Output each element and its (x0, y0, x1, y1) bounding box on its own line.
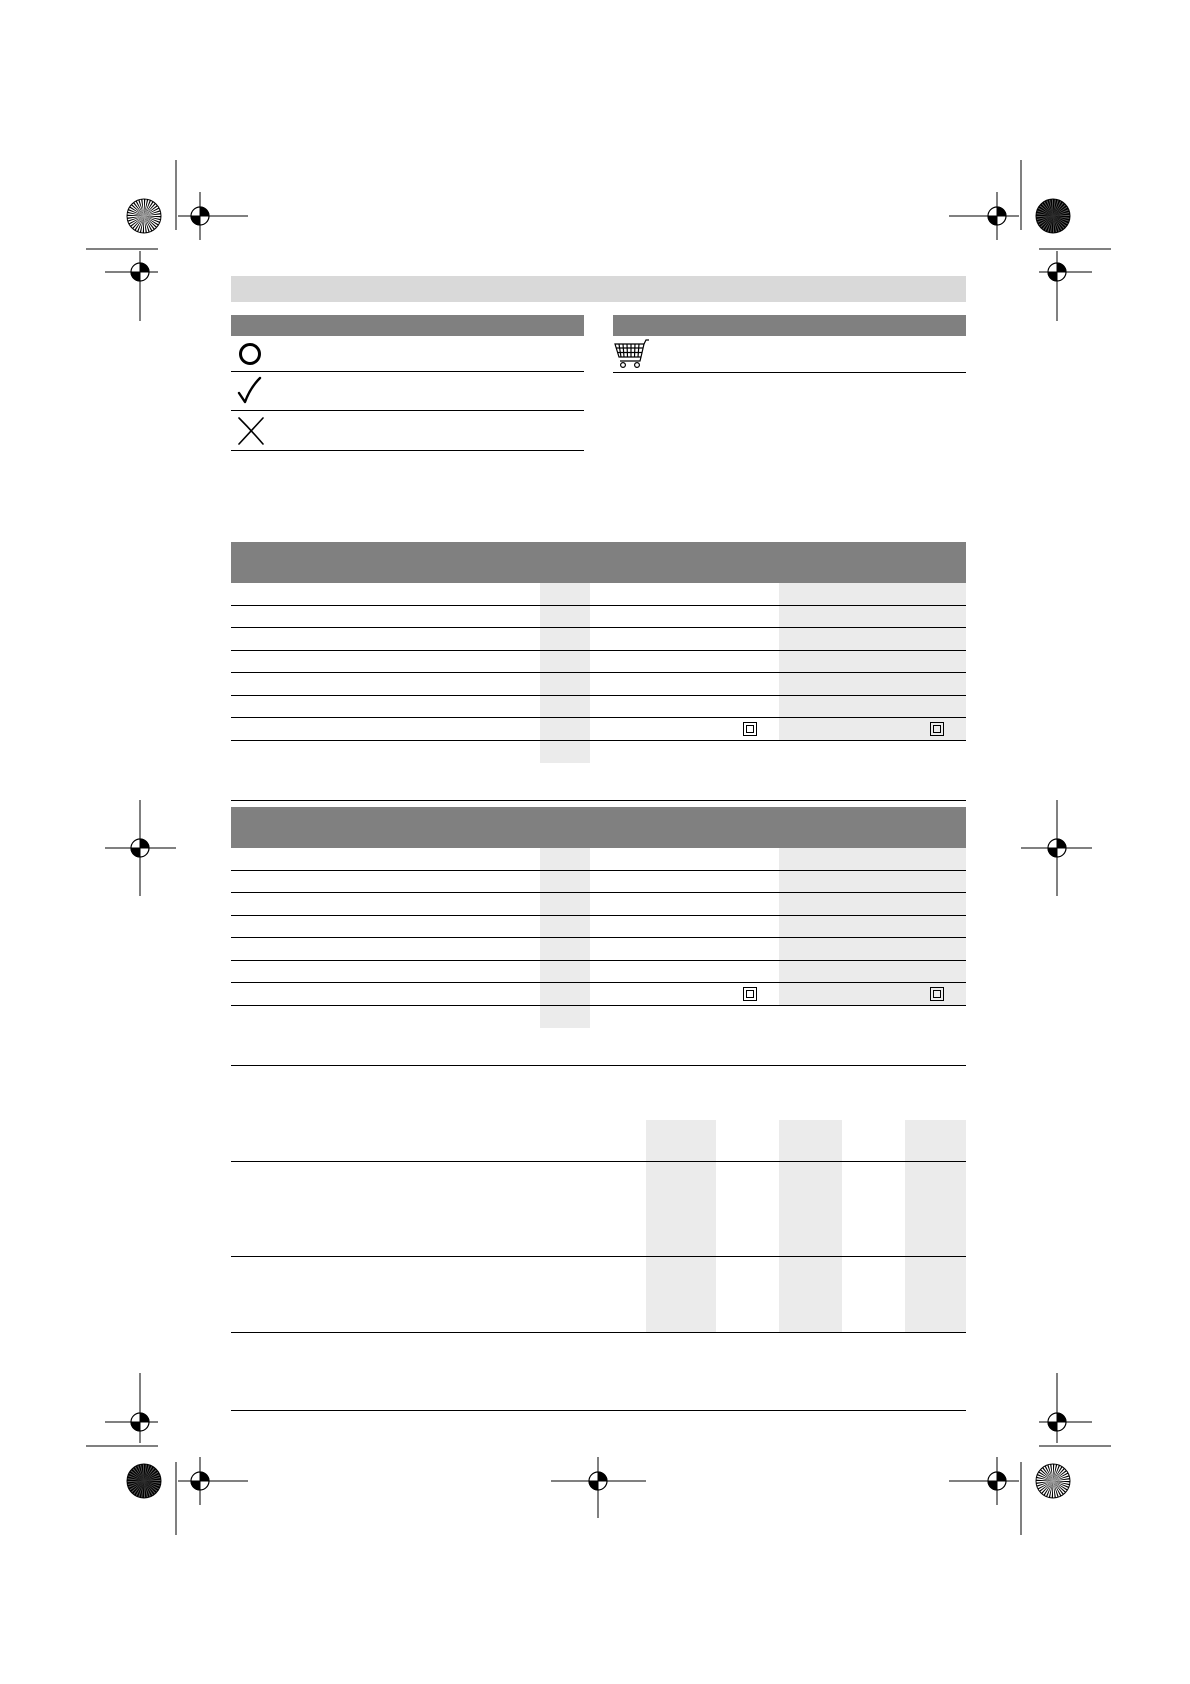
double-insulation-icon (743, 987, 757, 1001)
divider-rule (231, 800, 966, 801)
table-body (231, 1120, 966, 1333)
table-cell (646, 1257, 716, 1332)
table-body (231, 583, 966, 763)
table-cell (590, 718, 779, 740)
table-cell (540, 893, 590, 915)
registration-mark-icon (949, 192, 1019, 240)
table-row (231, 1006, 966, 1029)
registration-mark-icon (1021, 800, 1092, 896)
table-cell (540, 983, 590, 1005)
legend-row-cart (613, 336, 966, 373)
table-cell (590, 916, 779, 938)
table-cell (905, 1257, 966, 1332)
table-cell (231, 606, 540, 628)
table-cell (231, 961, 540, 983)
table-cell (716, 1120, 779, 1161)
table-cell (716, 1162, 779, 1256)
table-cell (646, 1162, 716, 1256)
divider-rule (231, 1065, 966, 1066)
table-cell (779, 983, 966, 1005)
table-row (231, 1257, 966, 1333)
legend-left (231, 315, 584, 451)
table-cell (779, 606, 966, 628)
registration-mark-icon (551, 1457, 646, 1518)
table-cell (779, 741, 966, 764)
table-cell (540, 718, 590, 740)
legend-row-circle (231, 336, 584, 372)
table-cell (540, 848, 590, 870)
registration-mark-icon (178, 192, 248, 240)
table-cell (590, 961, 779, 983)
registration-mark-icon (105, 800, 176, 896)
table-row (231, 741, 966, 764)
table-cell (590, 871, 779, 893)
table-cell (590, 848, 779, 870)
table-cell (905, 1120, 966, 1161)
table-row (231, 628, 966, 651)
table-cell (540, 606, 590, 628)
table-cell (231, 983, 540, 1005)
table-row (231, 651, 966, 674)
table-cell (540, 916, 590, 938)
shopping-cart-icon (613, 338, 651, 370)
double-insulation-icon (930, 722, 944, 736)
table-cell (540, 696, 590, 718)
technical-data-table-2 (231, 807, 966, 1028)
table-cell (590, 628, 779, 650)
table-row (231, 938, 966, 961)
table-row (231, 983, 966, 1006)
table-cell (590, 583, 779, 605)
table-cell (842, 1162, 905, 1256)
table-row (231, 696, 966, 719)
legend-row-cross (231, 411, 584, 451)
table-cell (779, 1120, 842, 1161)
table-cell (231, 938, 540, 960)
table-cell (231, 893, 540, 915)
double-insulation-icon (743, 722, 757, 736)
table-cell (779, 696, 966, 718)
double-insulation-icon (930, 987, 944, 1001)
table-row (231, 848, 966, 871)
table-cell (779, 1006, 966, 1029)
table-cell (590, 696, 779, 718)
table-cell (540, 741, 590, 764)
table-cell (231, 718, 540, 740)
table-header (231, 542, 966, 583)
table-row (231, 583, 966, 606)
table-cell (540, 1006, 590, 1029)
registration-mark-icon (1039, 1373, 1092, 1443)
legend-right-header (613, 315, 966, 336)
table-cell (590, 1006, 779, 1029)
table-cell (231, 871, 540, 893)
legend-right (613, 315, 966, 373)
table-cell (231, 1120, 646, 1161)
table-row (231, 916, 966, 939)
table-cell (779, 961, 966, 983)
table-cell (231, 673, 540, 695)
circle-icon (237, 341, 263, 367)
technical-data-table-3 (231, 1120, 966, 1333)
table-cell (231, 696, 540, 718)
table-cell (231, 651, 540, 673)
table-cell (231, 741, 540, 764)
table-body (231, 848, 966, 1028)
table-cell (779, 718, 966, 740)
table-cell (779, 651, 966, 673)
registration-mark-icon (178, 1457, 248, 1505)
table-cell (540, 583, 590, 605)
registration-mark-icon (105, 1373, 158, 1443)
table-row (231, 1120, 966, 1162)
table-cell (231, 583, 540, 605)
table-row (231, 673, 966, 696)
table-cell (231, 916, 540, 938)
table-row (231, 961, 966, 984)
color-wheel-icon (127, 199, 161, 233)
table-cell (590, 651, 779, 673)
cross-icon (237, 416, 265, 446)
table-cell (779, 871, 966, 893)
check-icon (237, 376, 263, 406)
table-cell (590, 938, 779, 960)
table-cell (540, 961, 590, 983)
table-cell (842, 1120, 905, 1161)
table-cell (779, 916, 966, 938)
registration-mark-icon (949, 1457, 1019, 1505)
color-wheel-icon (1036, 199, 1070, 233)
registration-mark-icon (1039, 251, 1092, 321)
table-cell (540, 673, 590, 695)
table-cell (590, 893, 779, 915)
divider-rule (231, 1410, 966, 1411)
table-row (231, 1162, 966, 1257)
technical-data-table-1 (231, 542, 966, 763)
table-cell (779, 1257, 842, 1332)
table-cell (231, 848, 540, 870)
table-cell (646, 1120, 716, 1161)
color-wheel-icon (1036, 1464, 1070, 1498)
legend-left-header (231, 315, 584, 336)
table-cell (905, 1162, 966, 1256)
table-cell (590, 673, 779, 695)
table-cell (779, 938, 966, 960)
table-row (231, 871, 966, 894)
table-cell (540, 628, 590, 650)
table-row (231, 606, 966, 629)
table-cell (540, 938, 590, 960)
table-cell (779, 673, 966, 695)
legend-row-check (231, 372, 584, 411)
table-cell (779, 1162, 842, 1256)
table-cell (779, 628, 966, 650)
table-cell (716, 1257, 779, 1332)
table-cell (779, 583, 966, 605)
table-cell (231, 628, 540, 650)
table-cell (590, 606, 779, 628)
table-cell (590, 983, 779, 1005)
page-header-bar (231, 276, 966, 302)
table-cell (231, 1162, 646, 1256)
table-cell (590, 741, 779, 764)
table-cell (540, 871, 590, 893)
table-cell (779, 848, 966, 870)
table-cell (231, 1257, 646, 1332)
table-row (231, 718, 966, 741)
table-cell (231, 1006, 540, 1029)
table-cell (779, 893, 966, 915)
color-wheel-icon (127, 1464, 161, 1498)
table-cell (540, 651, 590, 673)
registration-mark-icon (105, 251, 158, 321)
table-header (231, 807, 966, 848)
table-cell (842, 1257, 905, 1332)
table-row (231, 893, 966, 916)
